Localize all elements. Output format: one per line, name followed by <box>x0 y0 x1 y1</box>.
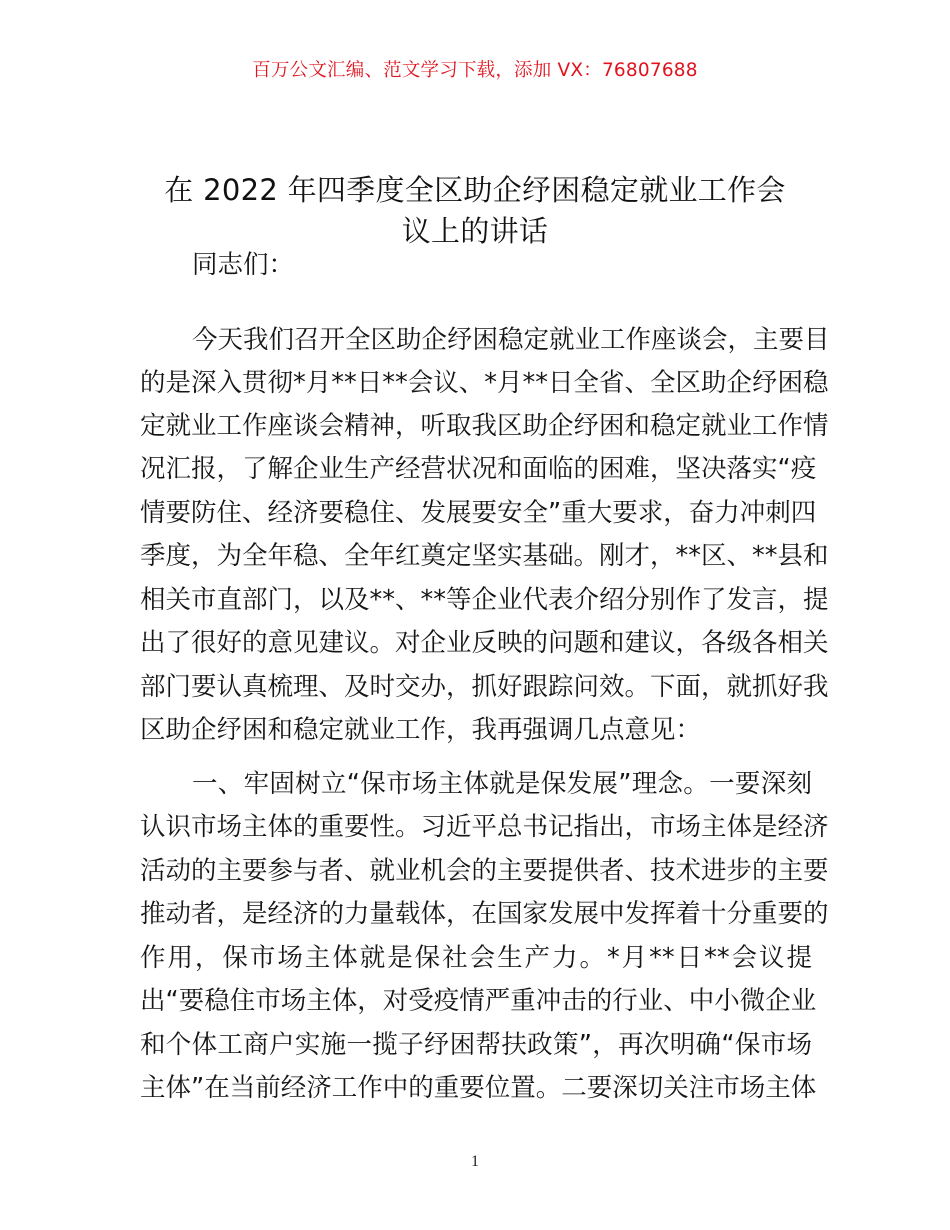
paragraph-2-line-6: 出“要稳住市场主体，对受疫情严重冲击的行业、中小微企业 <box>140 986 817 1016</box>
watermark-banner: 百万公文汇编、范文学习下载，添加 VX：76807688 <box>252 60 698 81</box>
paragraph-2-line-7: 和个体工商户实施一揽子纾困帮扶政策”，再次明确“保市场 <box>140 1030 812 1060</box>
salutation: 同志们： <box>192 250 295 280</box>
document-title-line-1: 在 2022 年四季度全区助企纾困稳定就业工作会 <box>164 173 786 207</box>
paragraph-2-line-8: 主体”在当前经济工作中的重要位置。二要深切关注市场主体 <box>140 1073 817 1103</box>
paragraph-1-line-7: 相关市直部门，以及**、**等企业代表介绍分别作了发言，提 <box>140 585 829 615</box>
paragraph-2-line-4: 推动者，是经济的力量载体，在国家发展中发挥着十分重要的 <box>140 899 829 929</box>
paragraph-1-line-3: 定就业工作座谈会精神，听取我区助企纾困和稳定就业工作情 <box>140 411 829 441</box>
paragraph-1-line-2: 的是深入贯彻*月**日**会议、*月**日全省、全区助企纾困稳 <box>140 368 829 398</box>
paragraph-1-line-8: 出了很好的意见建议。对企业反映的问题和建议，各级各相关 <box>140 628 829 658</box>
document-title-line-2: 议上的讲话 <box>401 214 549 248</box>
paragraph-1-line-1: 今天我们召开全区助企纾困稳定就业工作座谈会，主要目 <box>192 325 830 355</box>
paragraph-1-line-10: 区助企纾困和稳定就业工作，我再强调几点意见： <box>140 715 702 745</box>
paragraph-2-line-5: 作用，保市场主体就是保社会生产力。*月**日**会议提 <box>140 943 812 973</box>
paragraph-1-line-9: 部门要认真梳理、及时交办，抓好跟踪问效。下面，就抓好我 <box>140 672 829 702</box>
paragraph-2-line-2: 认识市场主体的重要性。习近平总书记指出，市场主体是经济 <box>140 812 829 842</box>
paragraph-1-line-6: 季度，为全年稳、全年红奠定坚实基础。刚才，**区、**县和 <box>140 541 829 571</box>
paragraph-1-line-5: 情要防住、经济要稳住、发展要安全”重大要求，奋力冲刺四 <box>140 498 817 528</box>
page-number: 1 <box>471 1153 479 1170</box>
paragraph-2-line-3: 活动的主要参与者、就业机会的主要提供者、技术进步的主要 <box>140 856 829 886</box>
paragraph-2-line-1: 一、牢固树立“保市场主体就是保发展”理念。一要深刻 <box>192 769 812 799</box>
paragraph-1-line-4: 况汇报，了解企业生产经营状况和面临的困难，坚决落实“疫 <box>140 454 817 484</box>
